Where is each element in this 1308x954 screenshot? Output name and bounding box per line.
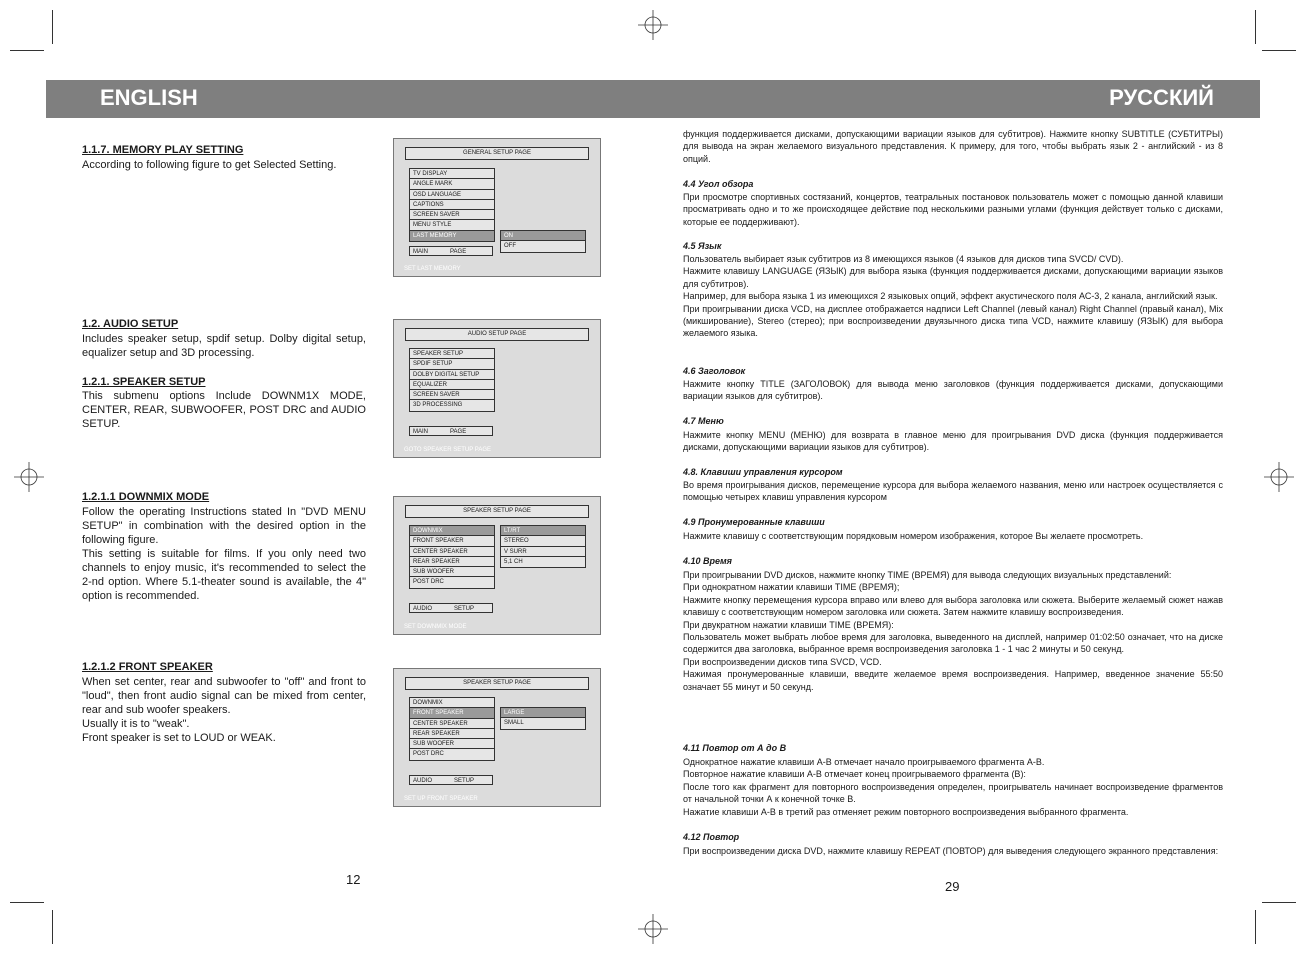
menu-item[interactable]: DOLBY DIGITAL SETUP bbox=[410, 370, 494, 380]
menu-item[interactable]: MENU STYLE bbox=[410, 220, 494, 230]
speaker-setup-heading: 1.2.1. SPEAKER SETUP bbox=[82, 376, 206, 388]
section-4-6-heading: 4.6 Заголовок bbox=[683, 366, 746, 376]
section-4-8-text: Во время проигрывания дисков, перемещение курсора для выбора желаемого названия, меню или настроек осуществляется с помощью четырех клавиш управления курсором bbox=[683, 480, 1223, 503]
paragraph: При двукратном нажатии клавиши TIME (ВРЕМЯ): bbox=[683, 619, 894, 630]
crop-mark bbox=[1255, 910, 1256, 944]
speaker-setup-panel bbox=[393, 496, 601, 635]
section-4-5-heading: 4.5 Язык bbox=[683, 241, 722, 251]
crop-mark bbox=[1262, 902, 1296, 903]
paragraph: Однократное нажатие клавиши А-В отмечает начало проигрываемого фрагмента А-В. bbox=[683, 757, 1045, 767]
paragraph: При воспроизведении дисков типа SVCD, VCD. bbox=[683, 656, 882, 667]
menu-item[interactable]: SUB WOOFER bbox=[410, 739, 494, 749]
section-4-4-heading: 4.4 Угол обзора bbox=[683, 179, 754, 189]
registration-mark-icon bbox=[638, 914, 668, 944]
main-label: MAIN bbox=[413, 429, 428, 435]
option-list bbox=[500, 707, 586, 730]
section-4-6-text: Нажмите кнопку TITLE (ЗАГОЛОВОК) для вывода меню заголовков (функция поддерживается дисками, допускающими вариации языков для субтитров). bbox=[683, 379, 1223, 402]
menu-item[interactable]: SUB WOOFER bbox=[410, 567, 494, 577]
menu-item[interactable]: POST DRC bbox=[413, 579, 444, 586]
front-speaker-text bbox=[82, 675, 366, 745]
option-item-selected[interactable]: ON bbox=[501, 231, 585, 241]
page-number-right: 29 bbox=[945, 879, 960, 894]
menu-item[interactable]: ANGLE MARK bbox=[410, 179, 494, 189]
menu-list bbox=[409, 697, 495, 761]
main-label: MAIN bbox=[413, 249, 428, 255]
audio-setup-button[interactable] bbox=[409, 603, 493, 613]
intro-text: функция поддерживается дисками, допускающими вариации языков для субтитров). Нажмите кнопку SUBTITLE (СУБТИТРЫ) для вывода на экран желаемого визуального представления. К примеру, для того, чтобы выбрать язык 2 - английский - из 8 опций. bbox=[683, 129, 1223, 164]
front-speaker-panel bbox=[393, 668, 601, 807]
memory-play-heading: 1.1.7. MEMORY PLAY SETTING bbox=[82, 144, 244, 156]
registration-mark-icon bbox=[14, 462, 44, 492]
front-speaker-heading: 1.2.1.2 FRONT SPEAKER bbox=[82, 661, 213, 673]
paragraph: При проигрывании DVD дисков, нажмите кнопку TIME (ВРЕМЯ) для вывода следующих визуальных представлений: bbox=[683, 570, 1172, 580]
menu-item[interactable]: EQUALIZER bbox=[410, 380, 494, 390]
paragraph: Нажимая пронумерованные клавиши, введите желаемое время воспроизведения. Например, введенное значение 55:50 означает 55 минут и 50 секунд. bbox=[683, 669, 1223, 692]
registration-mark-icon bbox=[638, 10, 668, 40]
downmix-para-2: This setting is suitable for films. If you only need two channels to enjoy music, it's recommended to select the 2-nd option. Where 5.1-theater sound is available, the 4" option is recommended. bbox=[82, 548, 366, 602]
option-item[interactable]: STEREO bbox=[501, 536, 585, 546]
menu-item[interactable]: CENTER SPEAKER bbox=[410, 547, 494, 557]
section-4-8-heading: 4.8. Клавиши управления курсором bbox=[683, 467, 843, 477]
paragraph: Повторное нажатие клавиши А-В отмечает конец проигрываемого фрагмента (В): bbox=[683, 769, 1026, 780]
menu-item[interactable]: SPDIF SETUP bbox=[410, 359, 494, 369]
menu-list bbox=[409, 525, 495, 589]
russian-title: РУССКИЙ bbox=[1109, 85, 1214, 110]
page-label: PAGE bbox=[450, 429, 467, 435]
downmix-para-1: Follow the operating Instructions stated In "DVD MENU SETUP" in combination with the desired option in the following figure. bbox=[82, 506, 366, 546]
option-item[interactable]: 5,1 CH bbox=[504, 558, 523, 565]
front-speaker-para-1: When set center, rear and subwoofer to "off" and front to "loud", then front audio signal can be mixed from center, rear and sub woofer speakers. bbox=[82, 676, 366, 716]
page-label: SETUP bbox=[454, 778, 475, 784]
speaker-setup-text: This submenu options Include DOWNM1X MODE, CENTER, REAR, SUBWOOFER, POST DRC and AUDIO SETUP. bbox=[82, 390, 366, 430]
section-4-9-heading: 4.9 Пронумерованные клавиши bbox=[683, 517, 825, 527]
option-list bbox=[500, 230, 586, 253]
menu-item[interactable]: TV DISPLAY bbox=[410, 169, 494, 179]
paragraph: Пользователь может выбрать любое время для заголовка, выведенного на дисплей, например 01:02:50 означает, что на диске содержится два заголовка, выбранное время воспроизведения заголовка 1 - 1 час 2 минуты и 50 секунд. bbox=[683, 632, 1223, 655]
menu-item[interactable]: SCREEN SAVER bbox=[410, 210, 494, 220]
panel-title: SPEAKER SETUP PAGE bbox=[405, 677, 589, 690]
general-setup-panel bbox=[393, 138, 601, 277]
crop-mark bbox=[52, 10, 53, 44]
paragraph: При однократном нажатии клавиши TIME (ВРЕМЯ); bbox=[683, 582, 900, 593]
panel-title: SPEAKER SETUP PAGE bbox=[405, 505, 589, 518]
paragraph: Нажмите клавишу LANGUAGE (ЯЗЫК) для выбора языка (функция поддерживается дисками, допускающими вариации языков для субтитров). bbox=[683, 266, 1223, 289]
front-speaker-para-3: Front speaker is set to LOUD or WEAK. bbox=[82, 732, 276, 744]
crop-mark bbox=[10, 50, 44, 51]
section-4-10-text bbox=[683, 569, 1223, 693]
section-4-4-text: При просмотре спортивных состязаний, концертов, театральных постановок пользователь может с помощью данной клавиши просматривать одно и то же происходящее действие под несколькими разными углами (функция действует только с дисками, которые ее поддерживают). bbox=[683, 192, 1223, 227]
menu-item-selected[interactable]: DOWNMIX bbox=[410, 526, 494, 536]
downmix-heading: 1.2.1.1 DOWNMIX MODE bbox=[82, 491, 210, 503]
crop-mark bbox=[10, 902, 44, 903]
page-label: PAGE bbox=[450, 249, 467, 255]
audio-setup-text: Includes speaker setup, spdif setup. Dolby digital setup, equalizer setup and 3D processing. bbox=[82, 333, 366, 359]
menu-item[interactable]: FRONT SPEAKER bbox=[410, 536, 494, 546]
downmix-text bbox=[82, 505, 366, 603]
section-4-12-text: При воспроизведении диска DVD, нажмите клавишу REPEAT (ПОВТОР) для выведения следующего экранного представления: bbox=[683, 846, 1219, 856]
menu-item[interactable]: SPEAKER SETUP bbox=[410, 349, 494, 359]
page-label: SETUP bbox=[454, 606, 475, 612]
crop-mark bbox=[1262, 50, 1296, 51]
main-label: AUDIO bbox=[413, 606, 433, 612]
paragraph: Например, для выбора языка 1 из имеющихся 2 языковых опций, эффект акустического поля АС-3, 2 канала, английский язык. bbox=[683, 291, 1218, 302]
audio-setup-button[interactable] bbox=[409, 775, 493, 785]
section-4-11-heading: 4.11 Повтор от А до В bbox=[683, 743, 787, 753]
front-speaker-para-2: Usually it is to "weak". bbox=[82, 718, 190, 730]
panel-title: AUDIO SETUP PAGE bbox=[405, 328, 589, 341]
menu-item[interactable]: POST DRC bbox=[413, 751, 444, 758]
main-page-button[interactable] bbox=[409, 426, 493, 436]
paragraph: Пользователь выбирает язык субтитров из 8 имеющихся языков (4 языков для дисков типа SVCD/ CVD). bbox=[683, 254, 1124, 264]
crop-mark bbox=[1255, 10, 1256, 44]
option-item-selected[interactable]: LARGE bbox=[501, 708, 585, 718]
option-item[interactable]: V SURR bbox=[501, 547, 585, 557]
menu-item[interactable]: SCREEN SAVER bbox=[410, 390, 494, 400]
panel-title: GENERAL SETUP PAGE bbox=[405, 147, 589, 160]
panel-status: SET DOWNMIX MODE bbox=[404, 624, 467, 630]
header-bar bbox=[46, 80, 1260, 118]
option-item[interactable]: OFF bbox=[504, 243, 516, 250]
panel-status: SET LAST MEMORY bbox=[404, 266, 461, 272]
section-4-11-text bbox=[683, 756, 1223, 818]
crop-mark bbox=[52, 910, 53, 944]
section-4-7-heading: 4.7 Меню bbox=[683, 416, 724, 426]
memory-play-text: According to following figure to get Selected Setting. bbox=[82, 159, 337, 171]
audio-setup-panel bbox=[393, 319, 601, 458]
menu-item[interactable]: REAR SPEAKER bbox=[410, 729, 494, 739]
section-4-7-text: Нажмите кнопку MENU (МЕНЮ) для возврата в главное меню для проигрывания DVD диска (функция поддерживается дисками, допускающими вариации языков для субтитров). bbox=[683, 430, 1223, 453]
paragraph: При проигрывании диска VCD, на дисплее отображается надписи Left Channel (левый канал) Right Channel (правый канал), Mix (микширование), Stereo (стерео); при воспроизведении двуязычного диска типа VCD, нажмите клавишу (ЯЗЫК) для выбора желаемого языка. bbox=[683, 303, 1223, 339]
section-4-10-heading: 4.10 Время bbox=[683, 556, 732, 566]
audio-setup-heading: 1.2. AUDIO SETUP bbox=[82, 318, 179, 330]
page-number-left: 12 bbox=[346, 872, 361, 887]
section-4-5-text bbox=[683, 253, 1223, 340]
main-label: AUDIO bbox=[413, 778, 433, 784]
section-4-12-heading: 4.12 Повтор bbox=[683, 832, 740, 842]
menu-item[interactable]: CAPTIONS bbox=[410, 200, 494, 210]
menu-list bbox=[409, 168, 495, 242]
menu-item[interactable]: REAR SPEAKER bbox=[410, 557, 494, 567]
option-item[interactable]: SMALL bbox=[504, 720, 524, 727]
paragraph: После того как фрагмент для повторного воспроизведения определен, проигрыватель начинает воспроизведение фрагментов от начальной точки А к конечной точке В. bbox=[683, 781, 1223, 805]
menu-item-selected[interactable]: FRONT SPEAKER bbox=[410, 708, 494, 718]
panel-status: SET UP FRONT SPEAKER bbox=[404, 796, 478, 802]
english-title: ENGLISH bbox=[100, 85, 198, 110]
menu-item[interactable]: CENTER SPEAKER bbox=[410, 719, 494, 729]
option-item-selected[interactable]: LT/RT bbox=[501, 526, 585, 536]
menu-list bbox=[409, 348, 495, 412]
panel-status: GOTO SPEAKER SETUP PAGE bbox=[404, 447, 492, 453]
menu-item-selected[interactable]: LAST MEMORY bbox=[410, 231, 494, 241]
menu-item[interactable]: OSD LANGUAGE bbox=[410, 190, 494, 200]
option-list bbox=[500, 525, 586, 568]
menu-item[interactable]: 3D PROCESSING bbox=[413, 402, 463, 409]
registration-mark-icon bbox=[1264, 462, 1294, 492]
menu-item[interactable]: DOWNMIX bbox=[410, 698, 494, 708]
paragraph: Нажмите кнопку перемещения курсора вправо или влево для выбора заголовка или сюжета. Выберите желаемый сюжет нажав клавишу с соответствующим номером заголовка или сюжета. Затем нажмите клавишу воспроизведения. bbox=[683, 594, 1223, 618]
main-page-button[interactable] bbox=[409, 246, 493, 256]
paragraph: Нажатие клавиши А-В в третий раз отменяет режим повторного воспроизведения выбранного фрагмента. bbox=[683, 806, 1129, 817]
section-4-9-text: Нажмите клавишу с соответствующим порядковым номером изображения, которое Вы желаете просмотреть. bbox=[683, 531, 1144, 541]
